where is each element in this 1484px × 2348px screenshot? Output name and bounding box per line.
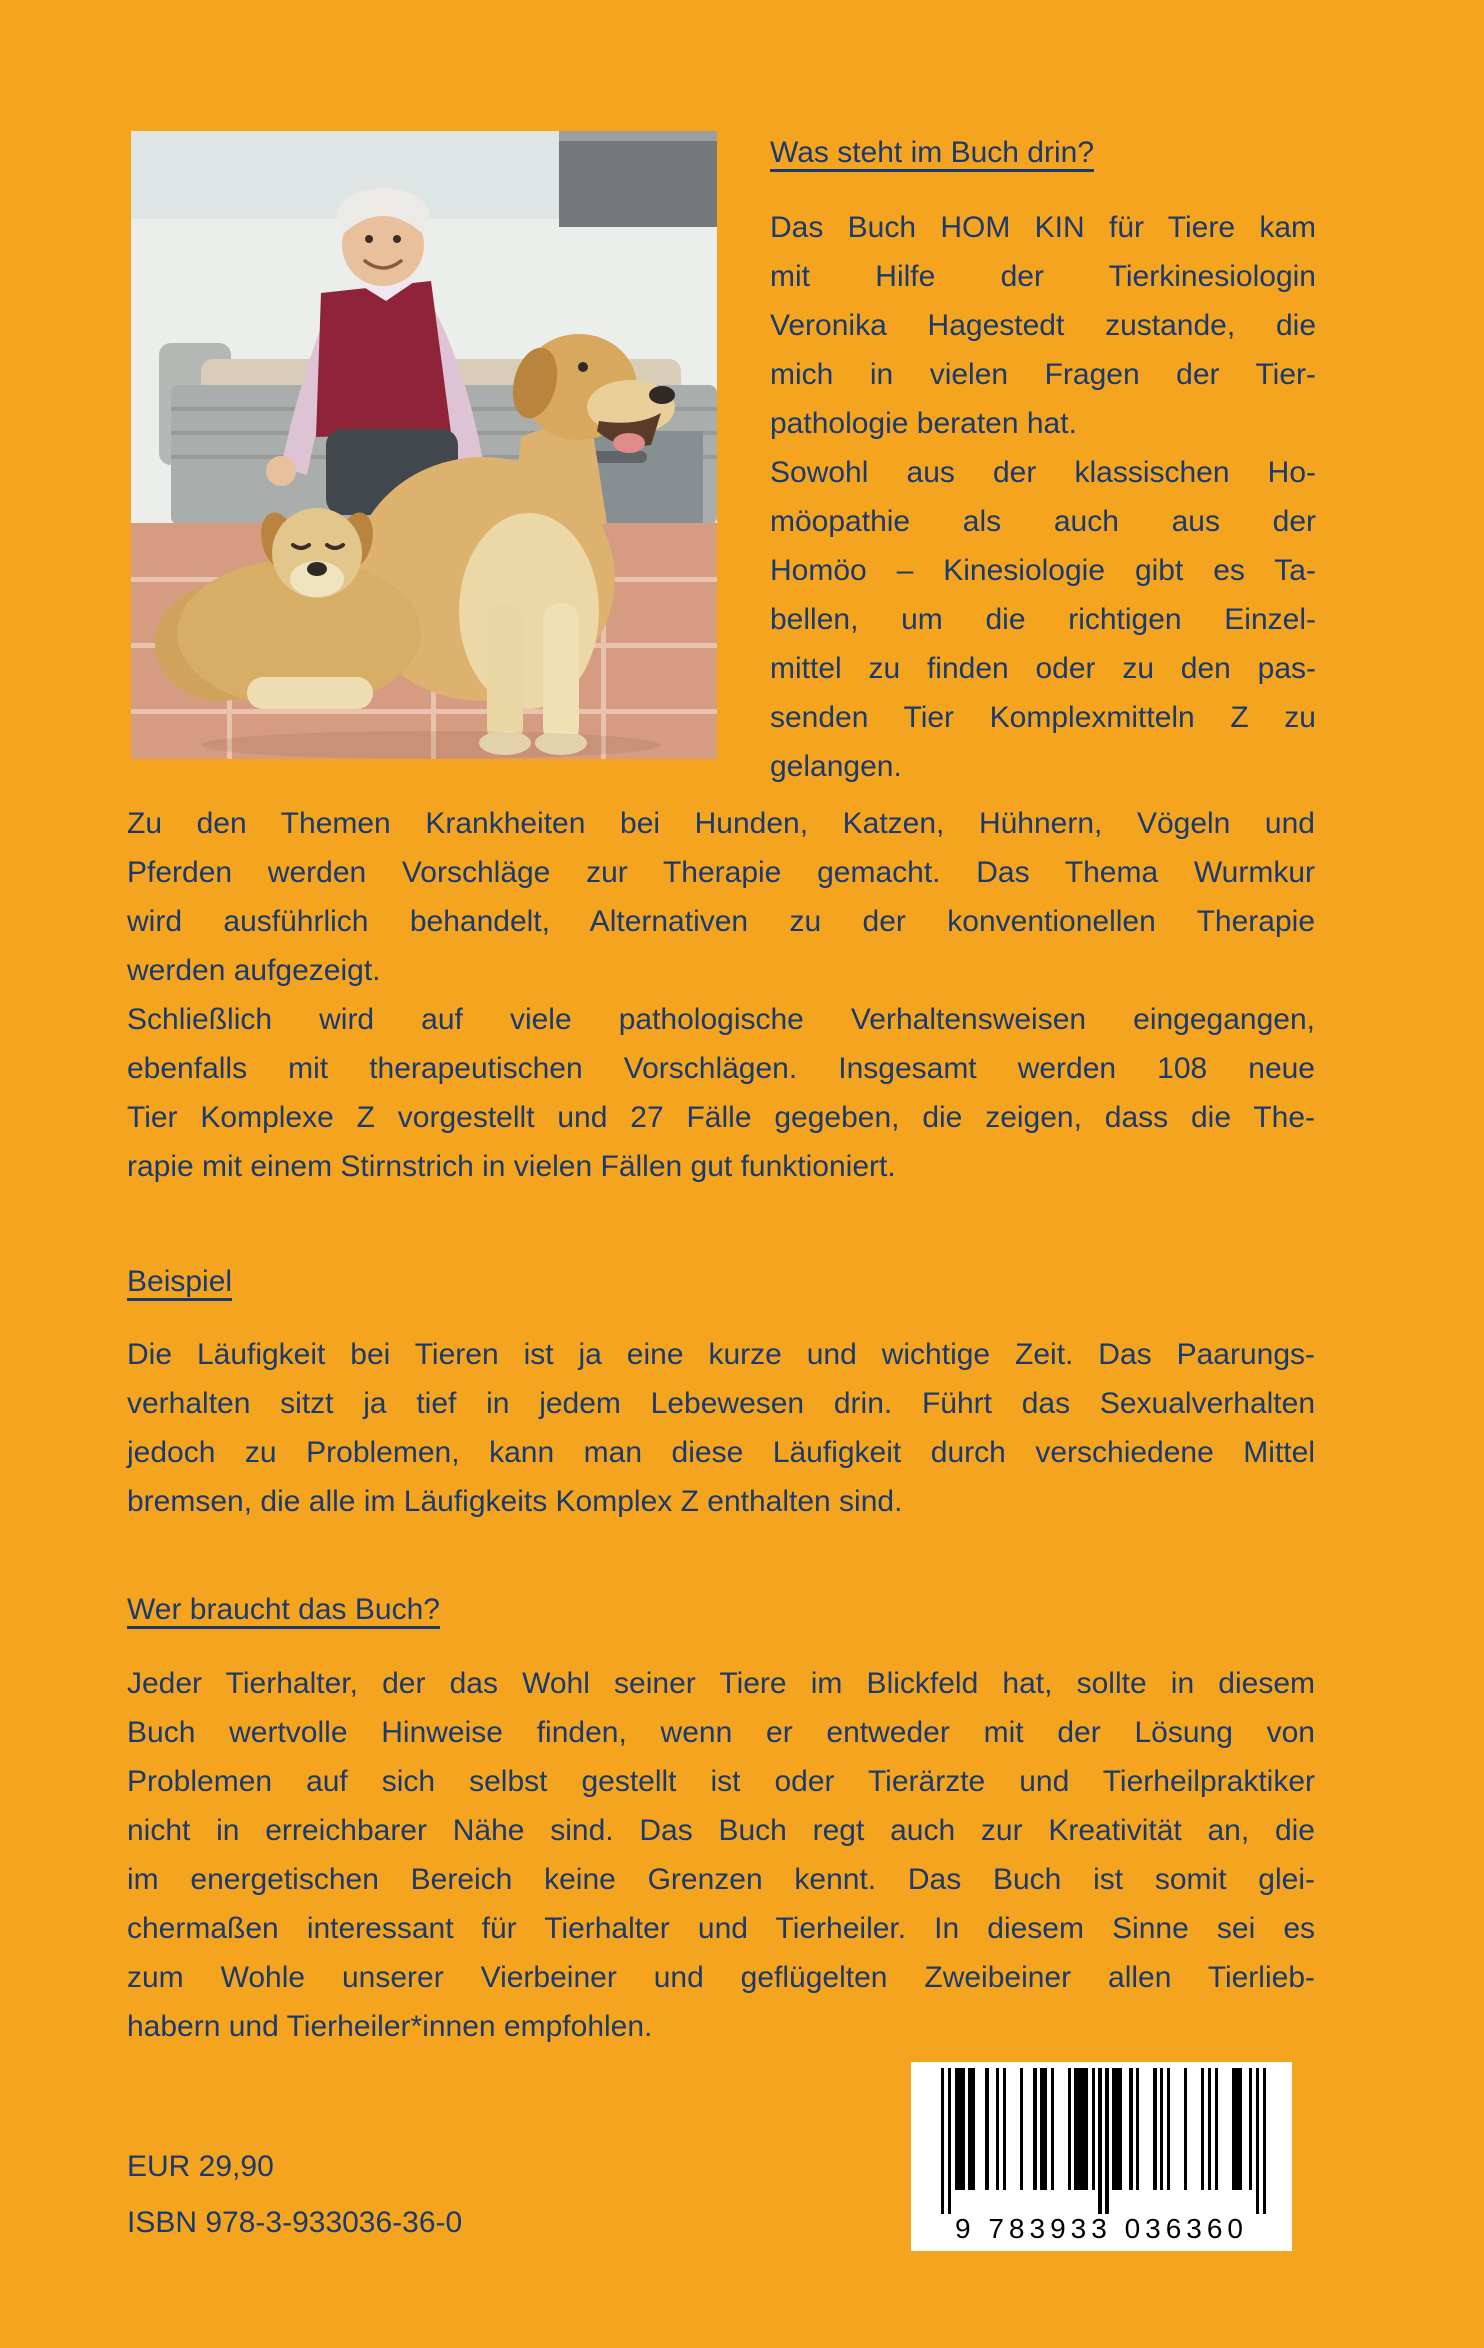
section-heading-wer: Wer braucht das Buch? (127, 1593, 440, 1626)
text-line: Das Buch HOM KIN für Tiere kam (770, 211, 1316, 244)
text-line: Die Läufigkeit bei Tieren ist ja eine kurze und wichtige Zeit. Das Paarungs- (127, 1338, 1315, 1371)
text-line: jedoch zu Problemen, kann man diese Läufigkeit durch verschiedene Mittel (127, 1436, 1315, 1469)
intro-column-text (770, 203, 1316, 791)
barcode-bars (941, 2068, 1266, 2214)
text-line: chermaßen interessant für Tierhalter und Tierheiler. In diesem Sinne sei es (127, 1912, 1315, 1945)
text-line: Schließlich wird auf viele pathologische Verhaltensweisen eingegangen, (127, 1003, 1315, 1036)
text-line: mit Hilfe der Tierkinesiologin (770, 260, 1316, 293)
paragraph (127, 1659, 1315, 2051)
text-line: gelangen. (770, 750, 902, 783)
paragraph (127, 995, 1315, 1191)
paragraph (127, 1330, 1315, 1526)
text-line: Problemen auf sich selbst gestellt ist oder Tierärzte und Tierheilpraktiker (127, 1765, 1315, 1798)
barcode-module (1263, 2068, 1266, 2214)
text-line: Sowohl aus der klassischen Ho- (770, 456, 1316, 489)
text-line: möopathie als auch aus der (770, 505, 1316, 538)
text-line: werden aufgezeigt. (127, 954, 381, 987)
text-line: Homöo – Kinesiologie gibt es Ta- (770, 554, 1316, 587)
text-line: verhalten sitzt ja tief in jedem Lebewesen drin. Führt das Sexualverhalten (127, 1387, 1315, 1420)
barcode-digits: 9 783933 036360 (955, 2213, 1248, 2244)
text-line: mittel zu finden oder zu den pas- (770, 652, 1316, 685)
section-heading-beispiel: Beispiel (127, 1265, 233, 1298)
text-line: pathologie beraten hat. (770, 407, 1077, 440)
text-line: bremsen, die alle im Läufigkeits Komplex Z enthalten sind. (127, 1485, 903, 1518)
author-dogs-photo (131, 131, 717, 759)
barcode (911, 2062, 1292, 2251)
paragraph (770, 448, 1316, 791)
intro-fullwidth-text (127, 799, 1315, 1191)
text-line: im energetischen Bereich keine Grenzen kennt. Das Buch ist somit glei- (127, 1863, 1315, 1896)
text-line: habern und Tierheiler*innen empfohlen. (127, 2010, 653, 2043)
photo-illustration (131, 131, 717, 759)
text-line: bellen, um die richtigen Einzel- (770, 603, 1316, 636)
beispiel-text (127, 1330, 1315, 1526)
text-line: senden Tier Komplexmitteln Z zu (770, 701, 1316, 734)
text-line: mich in vielen Fragen der Tier- (770, 358, 1316, 391)
isbn-label: ISBN 978-3-933036-36-0 (127, 2206, 463, 2239)
text-line: Veronika Hagestedt zustande, die (770, 309, 1316, 342)
text-line: Tier Komplexe Z vorgestellt und 27 Fälle gegeben, die zeigen, dass die The- (127, 1101, 1315, 1134)
text-line: Zu den Themen Krankheiten bei Hunden, Katzen, Hühnern, Vögeln und (127, 807, 1315, 840)
text-line: Jeder Tierhalter, der das Wohl seiner Tiere im Blickfeld hat, sollte in diesem (127, 1667, 1315, 1700)
paragraph (770, 203, 1316, 448)
text-line: nicht in erreichbarer Nähe sind. Das Buch regt auch zur Kreativität an, die (127, 1814, 1315, 1847)
paragraph (127, 799, 1315, 995)
price-label: EUR 29,90 (127, 2150, 274, 2183)
wer-text (127, 1659, 1315, 2051)
section-heading-intro: Was steht im Buch drin? (770, 136, 1095, 169)
text-line: rapie mit einem Stirnstrich in vielen Fällen gut funktioniert. (127, 1150, 896, 1183)
text-line: zum Wohle unserer Vierbeiner und geflügelten Zweibeiner allen Tierlieb- (127, 1961, 1315, 1994)
text-line: Pferden werden Vorschläge zur Therapie gemacht. Das Thema Wurmkur (127, 856, 1315, 889)
text-line: ebenfalls mit therapeutischen Vorschlägen. Insgesamt werden 108 neue (127, 1052, 1315, 1085)
text-line: Buch wertvolle Hinweise finden, wenn er entweder mit der Lösung von (127, 1716, 1315, 1749)
text-line: wird ausführlich behandelt, Alternativen zu der konventionellen Therapie (127, 905, 1315, 938)
